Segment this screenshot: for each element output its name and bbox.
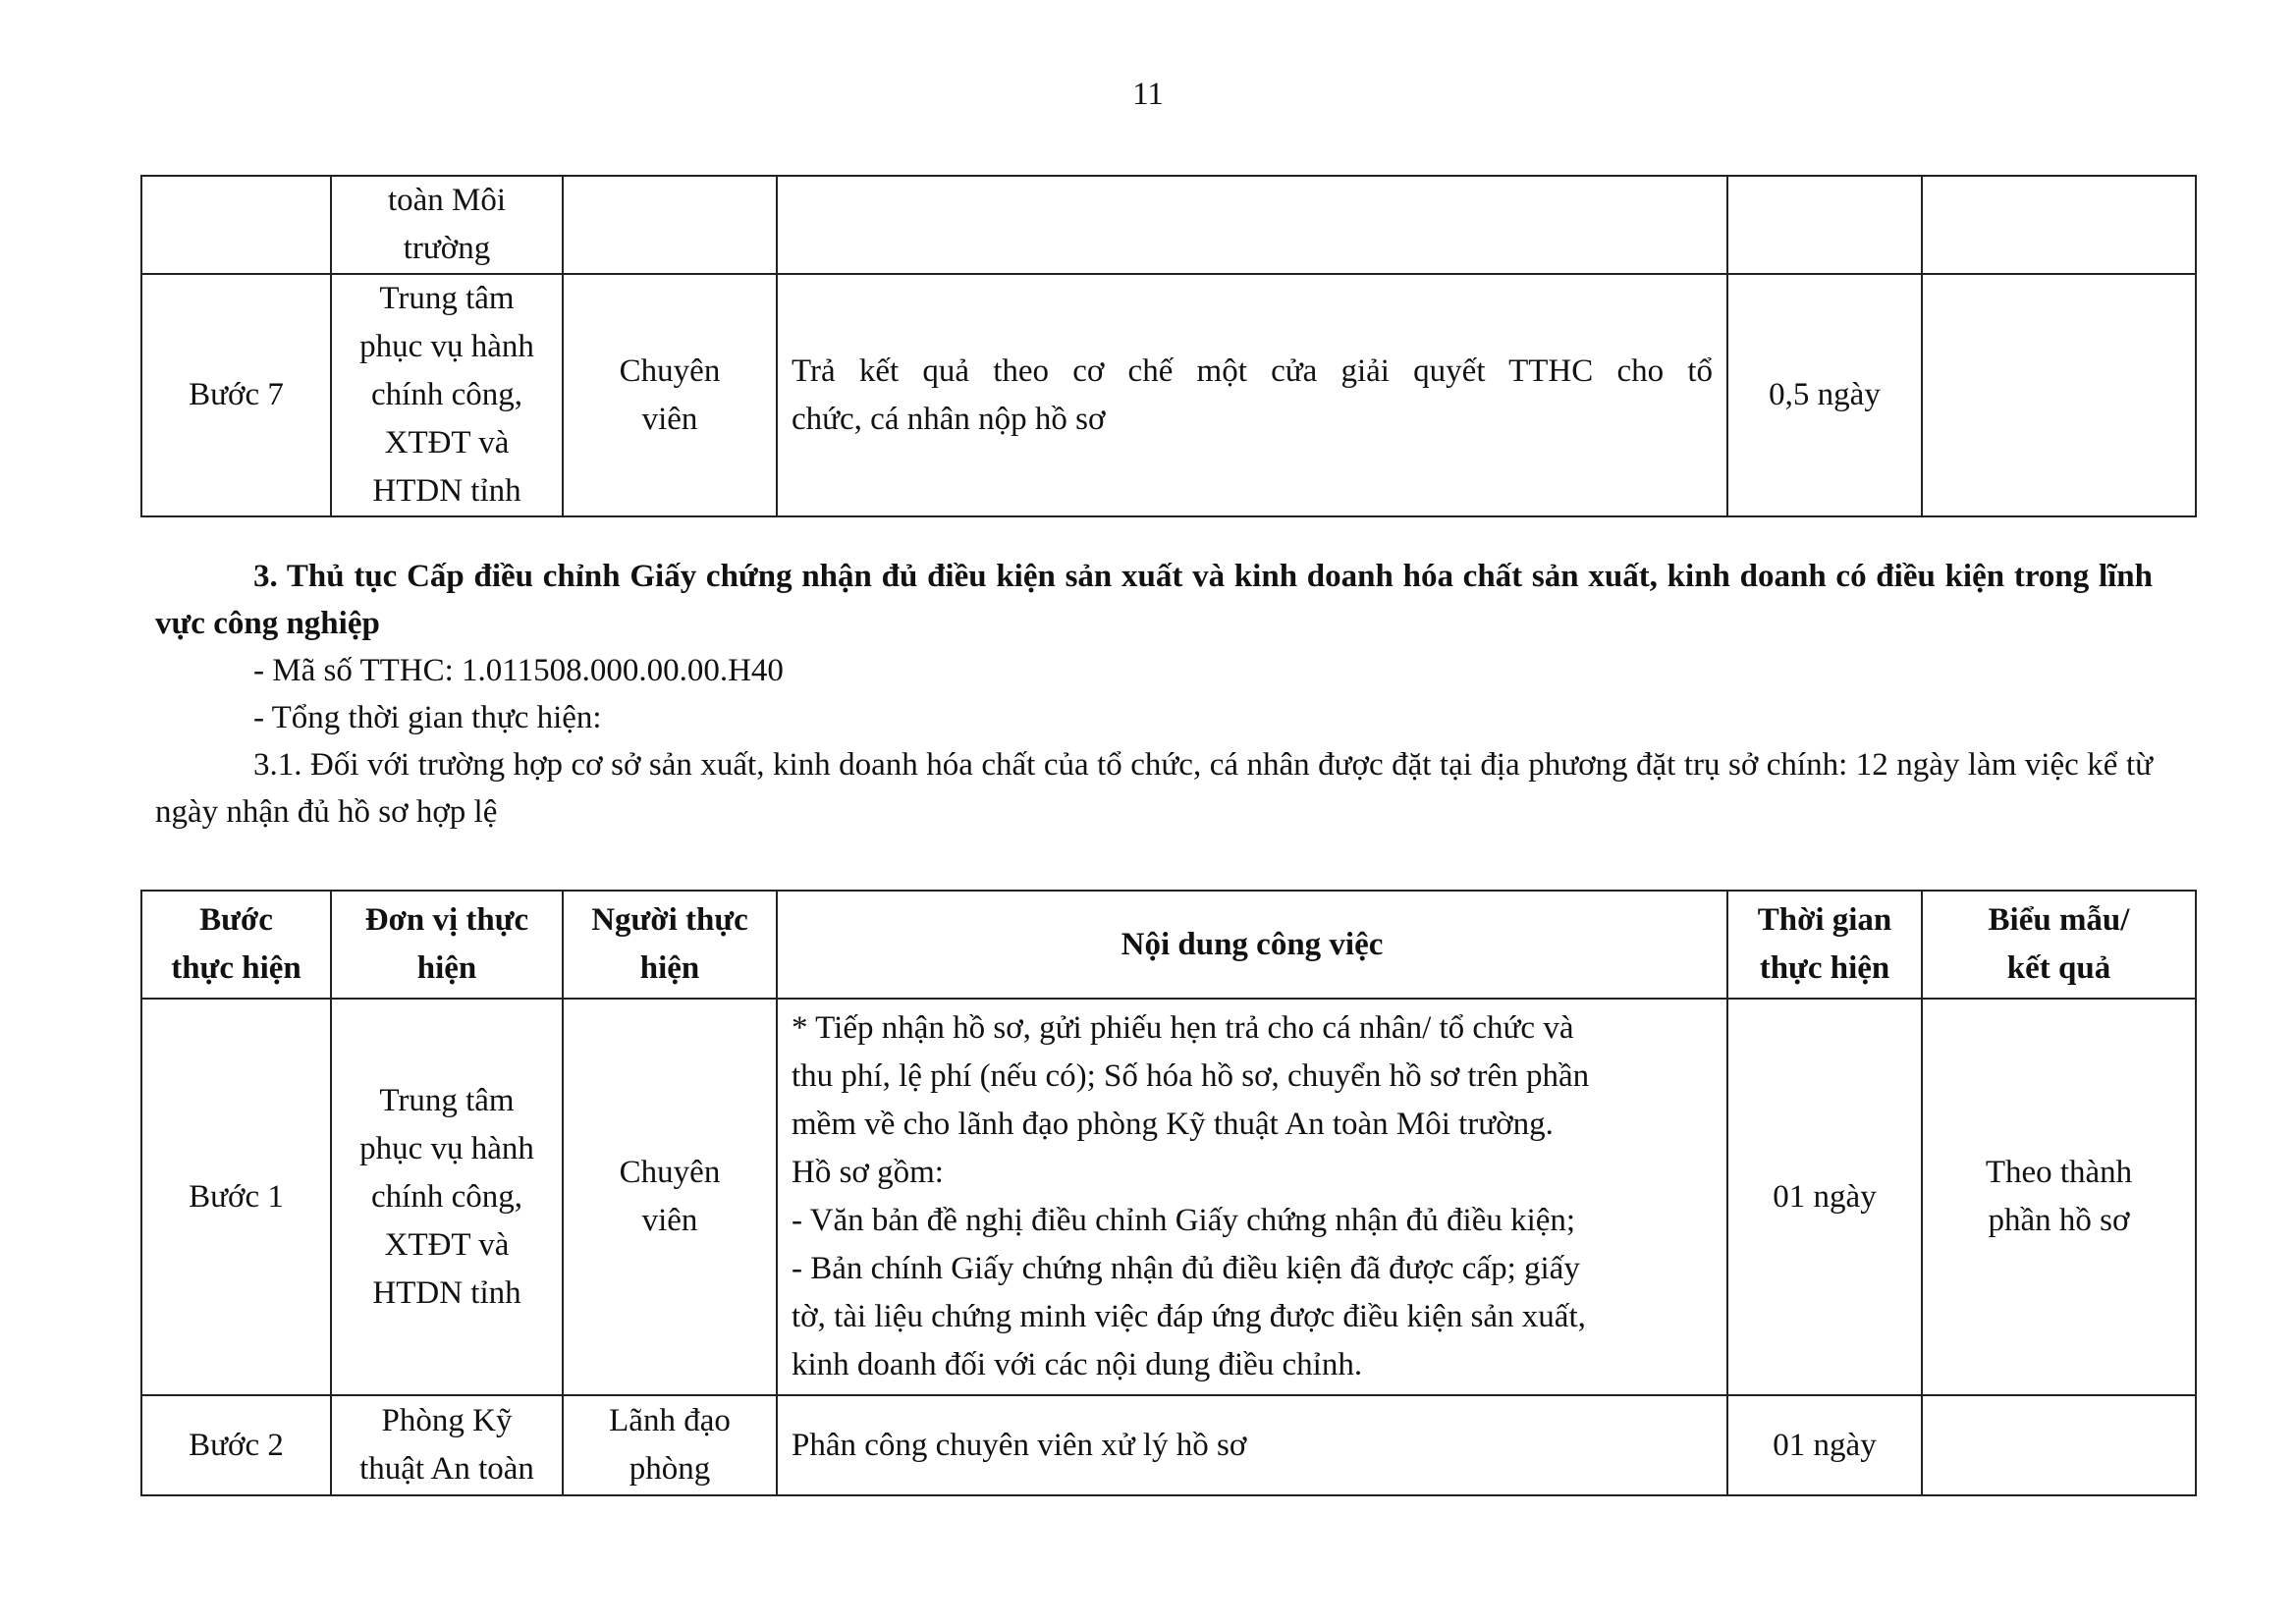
content-cell: * Tiếp nhận hồ sơ, gửi phiếu hẹn trả cho cá nhân/ tổ chức và thu phí, lệ phí (nếu có); Số hóa hồ sơ, chuyển hồ sơ trên phần mềm về cho lãnh đạo phòng Kỹ thuật An toàn Môi trường. Hồ sơ gồm: - Văn bản đề nghị điều chỉnh Giấy chứng nhận đủ điều kiện; - Bản chính Giấy chứng nhận đủ điều kiện đã được cấp; giấy tờ, tài liệu chứng minh việc đáp ứng được điều kiện sản xuất, kinh doanh đối với các nội dung điều chỉnh.	[777, 999, 1727, 1395]
header-time: Thời gian thực hiện	[1727, 891, 1922, 999]
time-cell: 01 ngày	[1727, 999, 1922, 1395]
person-cell: Lãnh đạo phòng	[563, 1395, 777, 1495]
header-form: Biểu mẫu/ kết quả	[1922, 891, 2196, 999]
form-cell	[1922, 1395, 2196, 1495]
form-cell	[1922, 274, 2196, 516]
content-cell: Trả kết quả theo cơ chế một cửa giải quyết TTHC cho tổ chức, cá nhân nộp hồ sơ	[777, 274, 1727, 516]
content-cell: Phân công chuyên viên xử lý hồ sơ	[777, 1395, 1727, 1495]
person-cell: Chuyên viên	[563, 999, 777, 1395]
table-row	[141, 176, 2196, 274]
unit-cell: Trung tâm phục vụ hành chính công, XTĐT và HTDN tỉnh	[331, 999, 563, 1395]
procedure-table-continued	[140, 175, 2197, 517]
procedure-steps-table	[140, 890, 2197, 1496]
unit-cell: toàn Môi trường	[331, 176, 563, 274]
unit-cell: Trung tâm phục vụ hành chính công, XTĐT và HTDN tỉnh	[331, 274, 563, 516]
table-row	[141, 1395, 2196, 1495]
header-content: Nội dung công việc	[777, 891, 1727, 999]
person-cell	[563, 176, 777, 274]
total-time-label: - Tổng thời gian thực hiện:	[253, 700, 602, 735]
case-description: 3.1. Đối với trường hợp cơ sở sản xuất, kinh doanh hóa chất của tổ chức, cá nhân được đặt tại địa phương đặt trụ sở chính: 12 ngày làm việc kể từ ngày nhận đủ hồ sơ hợp lệ	[155, 747, 2153, 830]
procedure-code: - Mã số TTHC: 1.011508.000.00.00.H40	[253, 653, 784, 688]
header-step: Bước thực hiện	[141, 891, 331, 999]
page-number: 11	[1132, 77, 1164, 112]
table-row	[141, 274, 2196, 516]
header-person: Người thực hiện	[563, 891, 777, 999]
content-cell	[777, 176, 1727, 274]
step-cell: Bước 1	[141, 999, 331, 1395]
person-cell: Chuyên viên	[563, 274, 777, 516]
time-cell: 01 ngày	[1727, 1395, 1922, 1495]
unit-cell: Phòng Kỹ thuật An toàn	[331, 1395, 563, 1495]
time-cell: 0,5 ngày	[1727, 274, 1922, 516]
step-cell: Bước 7	[141, 274, 331, 516]
table-row	[141, 999, 2196, 1395]
step-cell: Bước 2	[141, 1395, 331, 1495]
header-unit: Đơn vị thực hiện	[331, 891, 563, 999]
time-cell	[1727, 176, 1922, 274]
section-heading: 3. Thủ tục Cấp điều chỉnh Giấy chứng nhận đủ điều kiện sản xuất và kinh doanh hóa chất sản xuất, kinh doanh có điều kiện trong lĩnh vực công nghiệp	[155, 559, 2153, 641]
form-cell	[1922, 176, 2196, 274]
step-cell	[141, 176, 331, 274]
table-header-row	[141, 891, 2196, 999]
form-cell: Theo thành phần hồ sơ	[1922, 999, 2196, 1395]
